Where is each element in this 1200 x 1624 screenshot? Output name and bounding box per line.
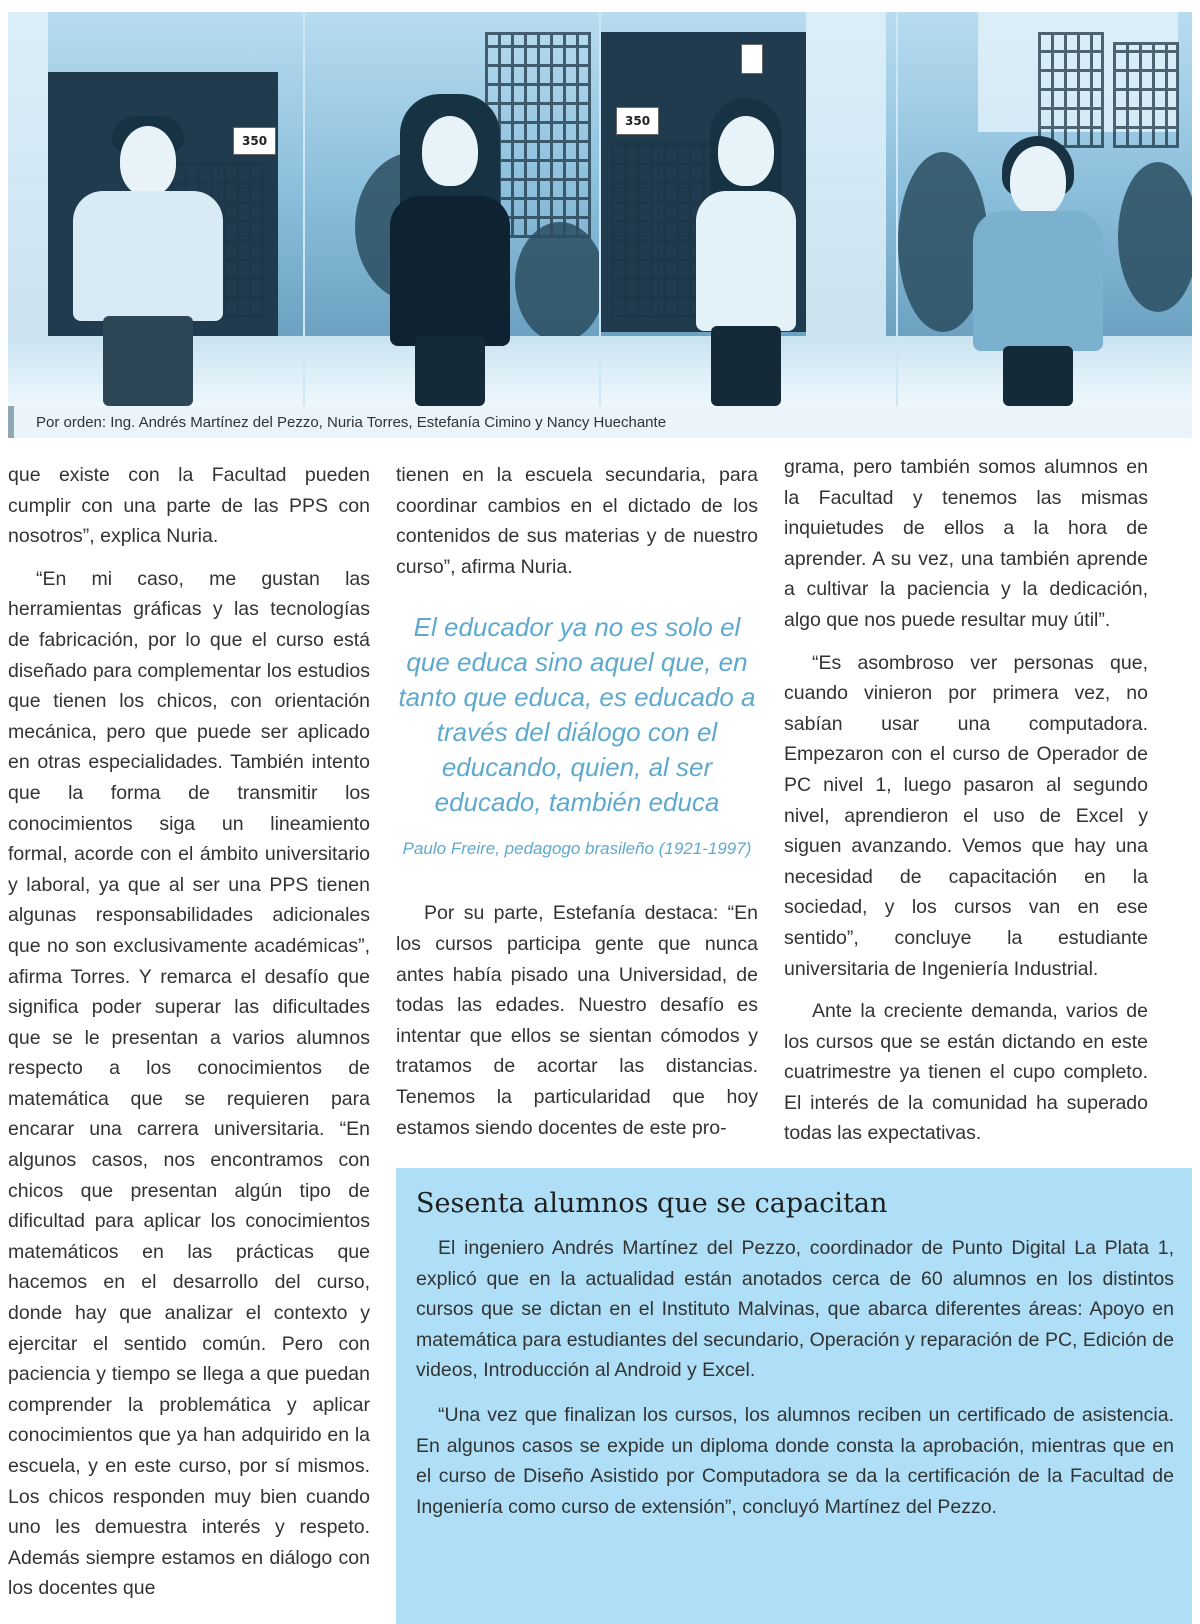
- paragraph: “Es asombroso ver personas que, cuando vinieron por primera vez, no sabían usar una computadora. Empezaron con el curso de Operador de PC nivel 1, luego pasaron al segundo nivel, aprendieron el uso de Excel y siguen avanzando. Vemos que hay una necesidad de capacitación en la sociedad, y los cursos van en ese sentido”, concluye la estudiante universitaria de Ingeniería Industrial.: [784, 651, 1148, 980]
- photo-caption: [8, 406, 1192, 438]
- caption-text: Por orden: Ing. Andrés Martínez del Pezzo, Nuria Torres, Estefanía Cimino y Nancy Huechante: [36, 413, 667, 431]
- box-paragraph: “Una vez que finalizan los cursos, los alumnos reciben un certificado de asistencia. En algunos casos se expide un diploma donde consta la aprobación, mientras que en el curso de Diseño Asistido por Computadora se da la certificación de la Facultad de Ingeniería como curso de extensión”, concluyó Martínez del Pezzo.: [416, 1403, 1174, 1518]
- photo-nancy: [898, 12, 1193, 406]
- paragraph: tienen en la escuela secundaria, para coordinar cambios en el dictado de los contenidos de sus materias y de nuestro curso”, afirma Nuria.: [396, 464, 758, 578]
- column-1: [8, 460, 370, 1616]
- paragraph: grama, pero también somos alumnos en la Facultad y tenemos las mismas inquietudes de ellos a la hora de aprender. A su vez, una también aprende a cultivar la paciencia y la dedicación, algo que nos puede resultar muy útil”.: [784, 456, 1148, 631]
- paragraph: que existe con la Facultad pueden cumplir con una parte de las PPS con nosotros”, explica Nuria.: [8, 464, 370, 548]
- warning-sign-icon: [741, 44, 763, 74]
- room-sign: 350: [616, 107, 659, 135]
- column-3: [784, 452, 1148, 1161]
- box-paragraph: El ingeniero Andrés Martínez del Pezzo, coordinador de Punto Digital La Plata 1, explicó que en la actualidad están anotados cerca de 60 alumnos en los distintos cursos que se dictan en el Instituto Malvinas, que abarca diferentes áreas: Apoyo en matemática para estudiantes del secundario, Operación y reparación de PC, Edición de videos, Introducción al Android y Excel.: [416, 1237, 1174, 1382]
- paragraph: Por su parte, Estefanía destaca: “En los cursos participa gente que nunca antes había pisado una Universidad, de todas las edades. Nuestro desafío es intentar que ellos se sientan cómodos y tratamos de acortar las distancias. Tenemos la particularidad que hoy estamos siendo docentes de este pro-: [396, 902, 758, 1139]
- paragraph: “En mi caso, me gustan las herramientas gráficas y las tecnologías de fabricación, por lo que el curso está diseñado para complementar los estudios que tienen los chicos, con orientación mecánica, pero que puede ser aplicado en otras especialidades. También intento que la forma de transmitir los conocimientos siga un lineamiento formal, acorde con el ámbito universitario y laboral, ya que al ser una PPS tienen algunas responsabilidades adicionales que no son exclusivamente académicas”, afirma Torres. Y remarca el desafío que significa poder superar las dificultades que se le presentan a varios alumnos respecto a los conocimientos de matemática que se requieren para encarar una carrera universitaria. “En algunos casos, nos encontramos con chicos que presentan algún tipo de dificultad para aplicar los conocimientos matemáticos en las prácticas que hacemos en el desarrollo del curso, donde hay que analizar el contexto y ejercitar el sentido común. Pero con paciencia y tiempo se llega a que puedan comprender la problemática y aplicar conocimientos que ya han adquirido en la escuela, y en este curso, por sí mismos. Los chicos responden muy bien cuando uno les demuestra interés y respeto. Además siempre estamos en diálogo con los docentes que: [8, 567, 370, 1600]
- photo-estefania: [601, 12, 896, 406]
- photo-andres: [8, 12, 303, 406]
- column-2: [396, 460, 758, 1155]
- photo-nuria: [305, 12, 600, 406]
- paragraph: Ante la creciente demanda, varios de los cursos que se están dictando en este cuatrimestre ya tienen el cupo completo. El interés de la comunidad ha superado todas las expectativas.: [784, 1000, 1148, 1145]
- sidebar-box: [396, 1168, 1192, 1624]
- quote-author: Paulo Freire, pedagogo brasileño (1921-1997): [402, 839, 752, 859]
- box-title: Sesenta alumnos que se capacitan: [416, 1188, 888, 1219]
- room-sign: 350: [233, 127, 276, 155]
- photo-strip: [8, 12, 1192, 406]
- pull-quote: El educador ya no es solo el que educa sino aquel que, en tanto que educa, es educado a través del diálogo con el educando, quien, al ser educado, también educa: [398, 612, 756, 818]
- caption-bar: [8, 406, 14, 438]
